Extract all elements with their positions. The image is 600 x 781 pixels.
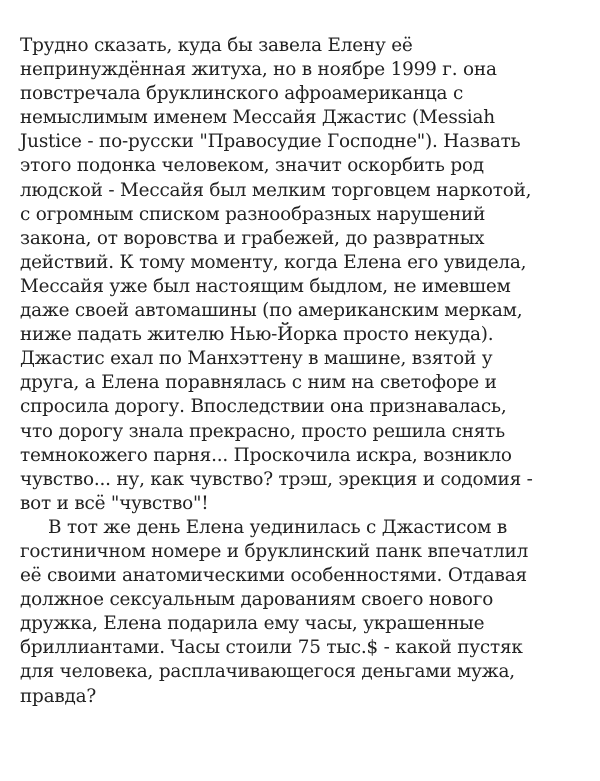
text-line: Трудно сказать, куда бы завела Елену её: [20, 35, 413, 56]
text-line: бриллиантами. Часы стоили 75 тыс.$ - какой пустяк: [20, 637, 523, 659]
text-line: немыслимым именем Мессайя Джастис (Messiah: [20, 107, 495, 129]
text-line: для человека, расплачивающегося деньгами мужа,: [20, 661, 515, 683]
text-line: спросила дорогу. Впоследствии она признавалась,: [20, 396, 507, 418]
article-text: [20, 34, 580, 709]
text-line: гостиничном номере и бруклинский панк впечатлил: [20, 540, 529, 562]
text-line: ниже падать жителю Нью-Йорка просто некуда).: [20, 324, 494, 346]
text-line: что дорогу знала прекрасно, просто решила снять: [20, 420, 505, 442]
text-line: закона, от воровства и грабежей, до развратных: [20, 227, 485, 249]
paragraph-2: [20, 516, 580, 709]
text-line: вот и всё "чувство"!: [20, 492, 209, 514]
text-line: дружка, Елена подарила ему часы, украшенные: [20, 613, 485, 635]
text-line: её своими анатомическими особенностями. Отдавая: [20, 565, 527, 587]
text-line: с огромным списком разнообразных нарушений: [20, 203, 486, 225]
text-line: В тот же день Елена уединилась с Джастисом в: [48, 516, 508, 538]
text-line: действий. К тому моменту, когда Елена его увидела,: [20, 251, 527, 273]
text-line: этого подонка человеком, значит оскорбить род: [20, 155, 484, 177]
text-line: непринуждённая житуха, но в ноябре 1999 г. она: [20, 59, 497, 81]
text-line: Мессайя уже был настоящим быдлом, не имевшем: [20, 275, 511, 297]
text-line: людской - Мессайя был мелким торговцем наркотой,: [20, 179, 532, 201]
text-line: темнокожего парня... Проскочила искра, возникло: [20, 444, 512, 466]
text-line: Джастис ехал по Манхэттену в машине, взятой у: [20, 348, 493, 370]
text-line: должное сексуальным дарованиям своего нового: [20, 589, 494, 611]
text-line: даже своей автомашины (по американским меркам,: [20, 300, 523, 322]
text-line: друга, а Елена поравнялась с ним на светофоре и: [20, 372, 497, 394]
text-line: повстречала бруклинского афроамериканца с: [20, 83, 464, 105]
paragraph-1: [20, 34, 580, 516]
text-line: Justice - по-русски "Правосудие Господне"). Назвать: [20, 131, 521, 153]
text-line: чувство... ну, как чувство? трэш, эрекция и содомия -: [20, 468, 533, 490]
text-line: правда?: [20, 685, 97, 707]
